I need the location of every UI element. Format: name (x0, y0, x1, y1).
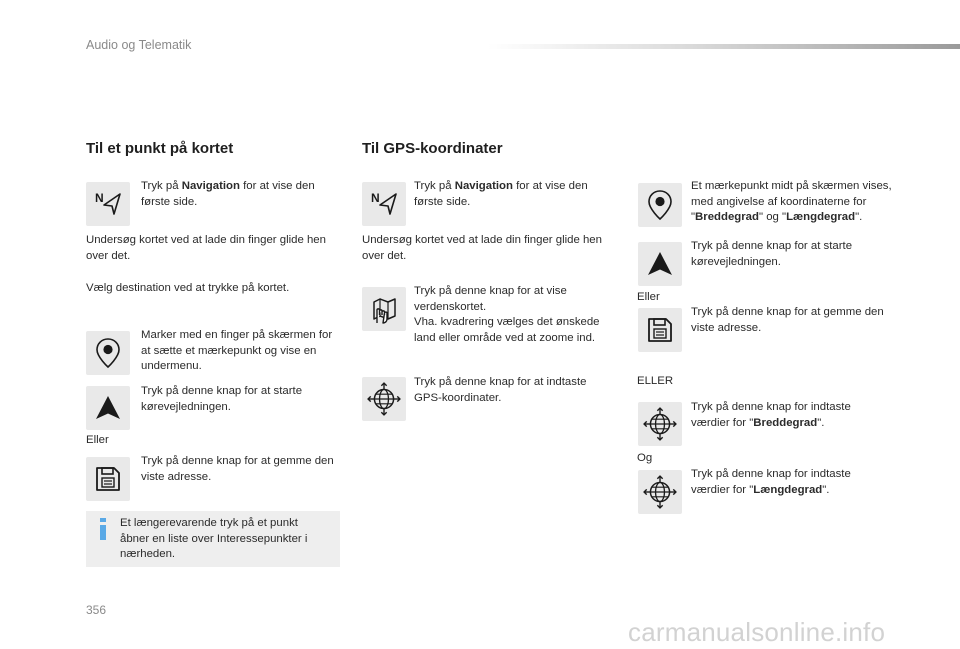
worldmap-line-2: Vha. kvadrering vælges det ønskede land eller område ved at zoome ind. (414, 316, 600, 344)
middle-explore-text: Undersøg kortet ved at lade din finger glide hen over det. (362, 234, 602, 262)
left-marker-text: Marker med en finger på skærmen for at sætte et mærkepunkt og vise en undermenu. (141, 329, 333, 372)
lat-post: ". (817, 416, 825, 429)
right-start-text: Tryk på denne knap for at starte kørevejledningen. (691, 240, 853, 268)
nav-pre: Tryk på (141, 180, 182, 192)
middle-gps-text: Tryk på denne knap for at indtaste GPS-koordinater. (414, 376, 587, 404)
marker-pre: Et mærkepunkt midt på skærmen vises, med angivelse af koordinaterne for " (691, 180, 892, 223)
globe-arrows-icon[interactable] (638, 470, 682, 514)
info-note-text: Et længerevarende tryk på et punkt åbner en liste over Interessepunkter i nærheden. (120, 517, 308, 560)
middle-heading: Til GPS-koordinater (362, 140, 503, 157)
navigation-keyword: Navigation (181, 180, 240, 192)
middle-worldmap-text (414, 284, 619, 346)
right-save-text: Tryk på denne knap for at gemme den viste adresse. (691, 306, 884, 334)
right-og-label: Og (637, 452, 653, 464)
left-select-destination-text: Vælg destination ved at trykke på kortet. (86, 282, 290, 294)
section-header-title: Audio og Telematik (86, 38, 192, 52)
latitude-keyword: Breddegrad (753, 416, 818, 429)
right-longitude-text (691, 467, 881, 498)
watermark: carmanualsonline.info (628, 617, 886, 647)
marker-mid: " og " (758, 211, 787, 223)
marker-post: ". (855, 211, 863, 223)
left-eller-label: Eller (86, 434, 109, 446)
middle-navigation-text (414, 179, 614, 210)
save-icon[interactable] (86, 457, 130, 501)
lat-pre: Tryk på denne knap for indtaste værdier for " (691, 401, 851, 429)
left-start-text: Tryk på denne knap for at starte kørevejledningen. (141, 385, 303, 413)
right-latitude-text (691, 400, 881, 431)
latitude-keyword: Breddegrad (695, 211, 759, 223)
nav-post: for at vise den første side. (414, 180, 588, 208)
left-heading: Til et punkt på kortet (86, 140, 234, 157)
page-number: 356 (86, 603, 107, 617)
map-pin-icon[interactable] (86, 331, 130, 375)
navigation-keyword: Navigation (454, 180, 513, 192)
right-marker-text (691, 179, 901, 226)
left-save-text: Tryk på denne knap for at gemme den viste adresse. (141, 455, 334, 483)
start-guidance-icon[interactable] (638, 242, 682, 286)
right-eller-label: Eller (637, 291, 660, 303)
longitude-keyword: Længdegrad (786, 211, 856, 223)
lon-post: ". (822, 483, 830, 496)
lon-pre: Tryk på denne knap for indtaste værdier for " (691, 468, 851, 496)
hand-map-icon[interactable] (362, 287, 406, 331)
globe-arrows-icon[interactable] (638, 402, 682, 446)
left-navigation-text (141, 179, 336, 210)
info-icon (99, 518, 107, 540)
start-guidance-icon[interactable] (86, 386, 130, 430)
left-explore-text: Undersøg kortet ved at lade din finger glide hen over det. (86, 234, 326, 262)
globe-arrows-icon[interactable] (362, 377, 406, 421)
worldmap-line-1: Tryk på denne knap for at vise verdenskortet. (414, 285, 567, 313)
save-icon[interactable] (638, 308, 682, 352)
nav-pre: Tryk på (414, 180, 455, 192)
navigation-icon[interactable] (362, 182, 406, 226)
map-pin-icon[interactable] (638, 183, 682, 227)
right-eller-caps-label: ELLER (637, 375, 674, 387)
longitude-keyword: Længdegrad (753, 483, 823, 496)
header-rule (488, 44, 960, 49)
nav-post: for at vise den første side. (141, 180, 315, 208)
navigation-icon[interactable] (86, 182, 130, 226)
